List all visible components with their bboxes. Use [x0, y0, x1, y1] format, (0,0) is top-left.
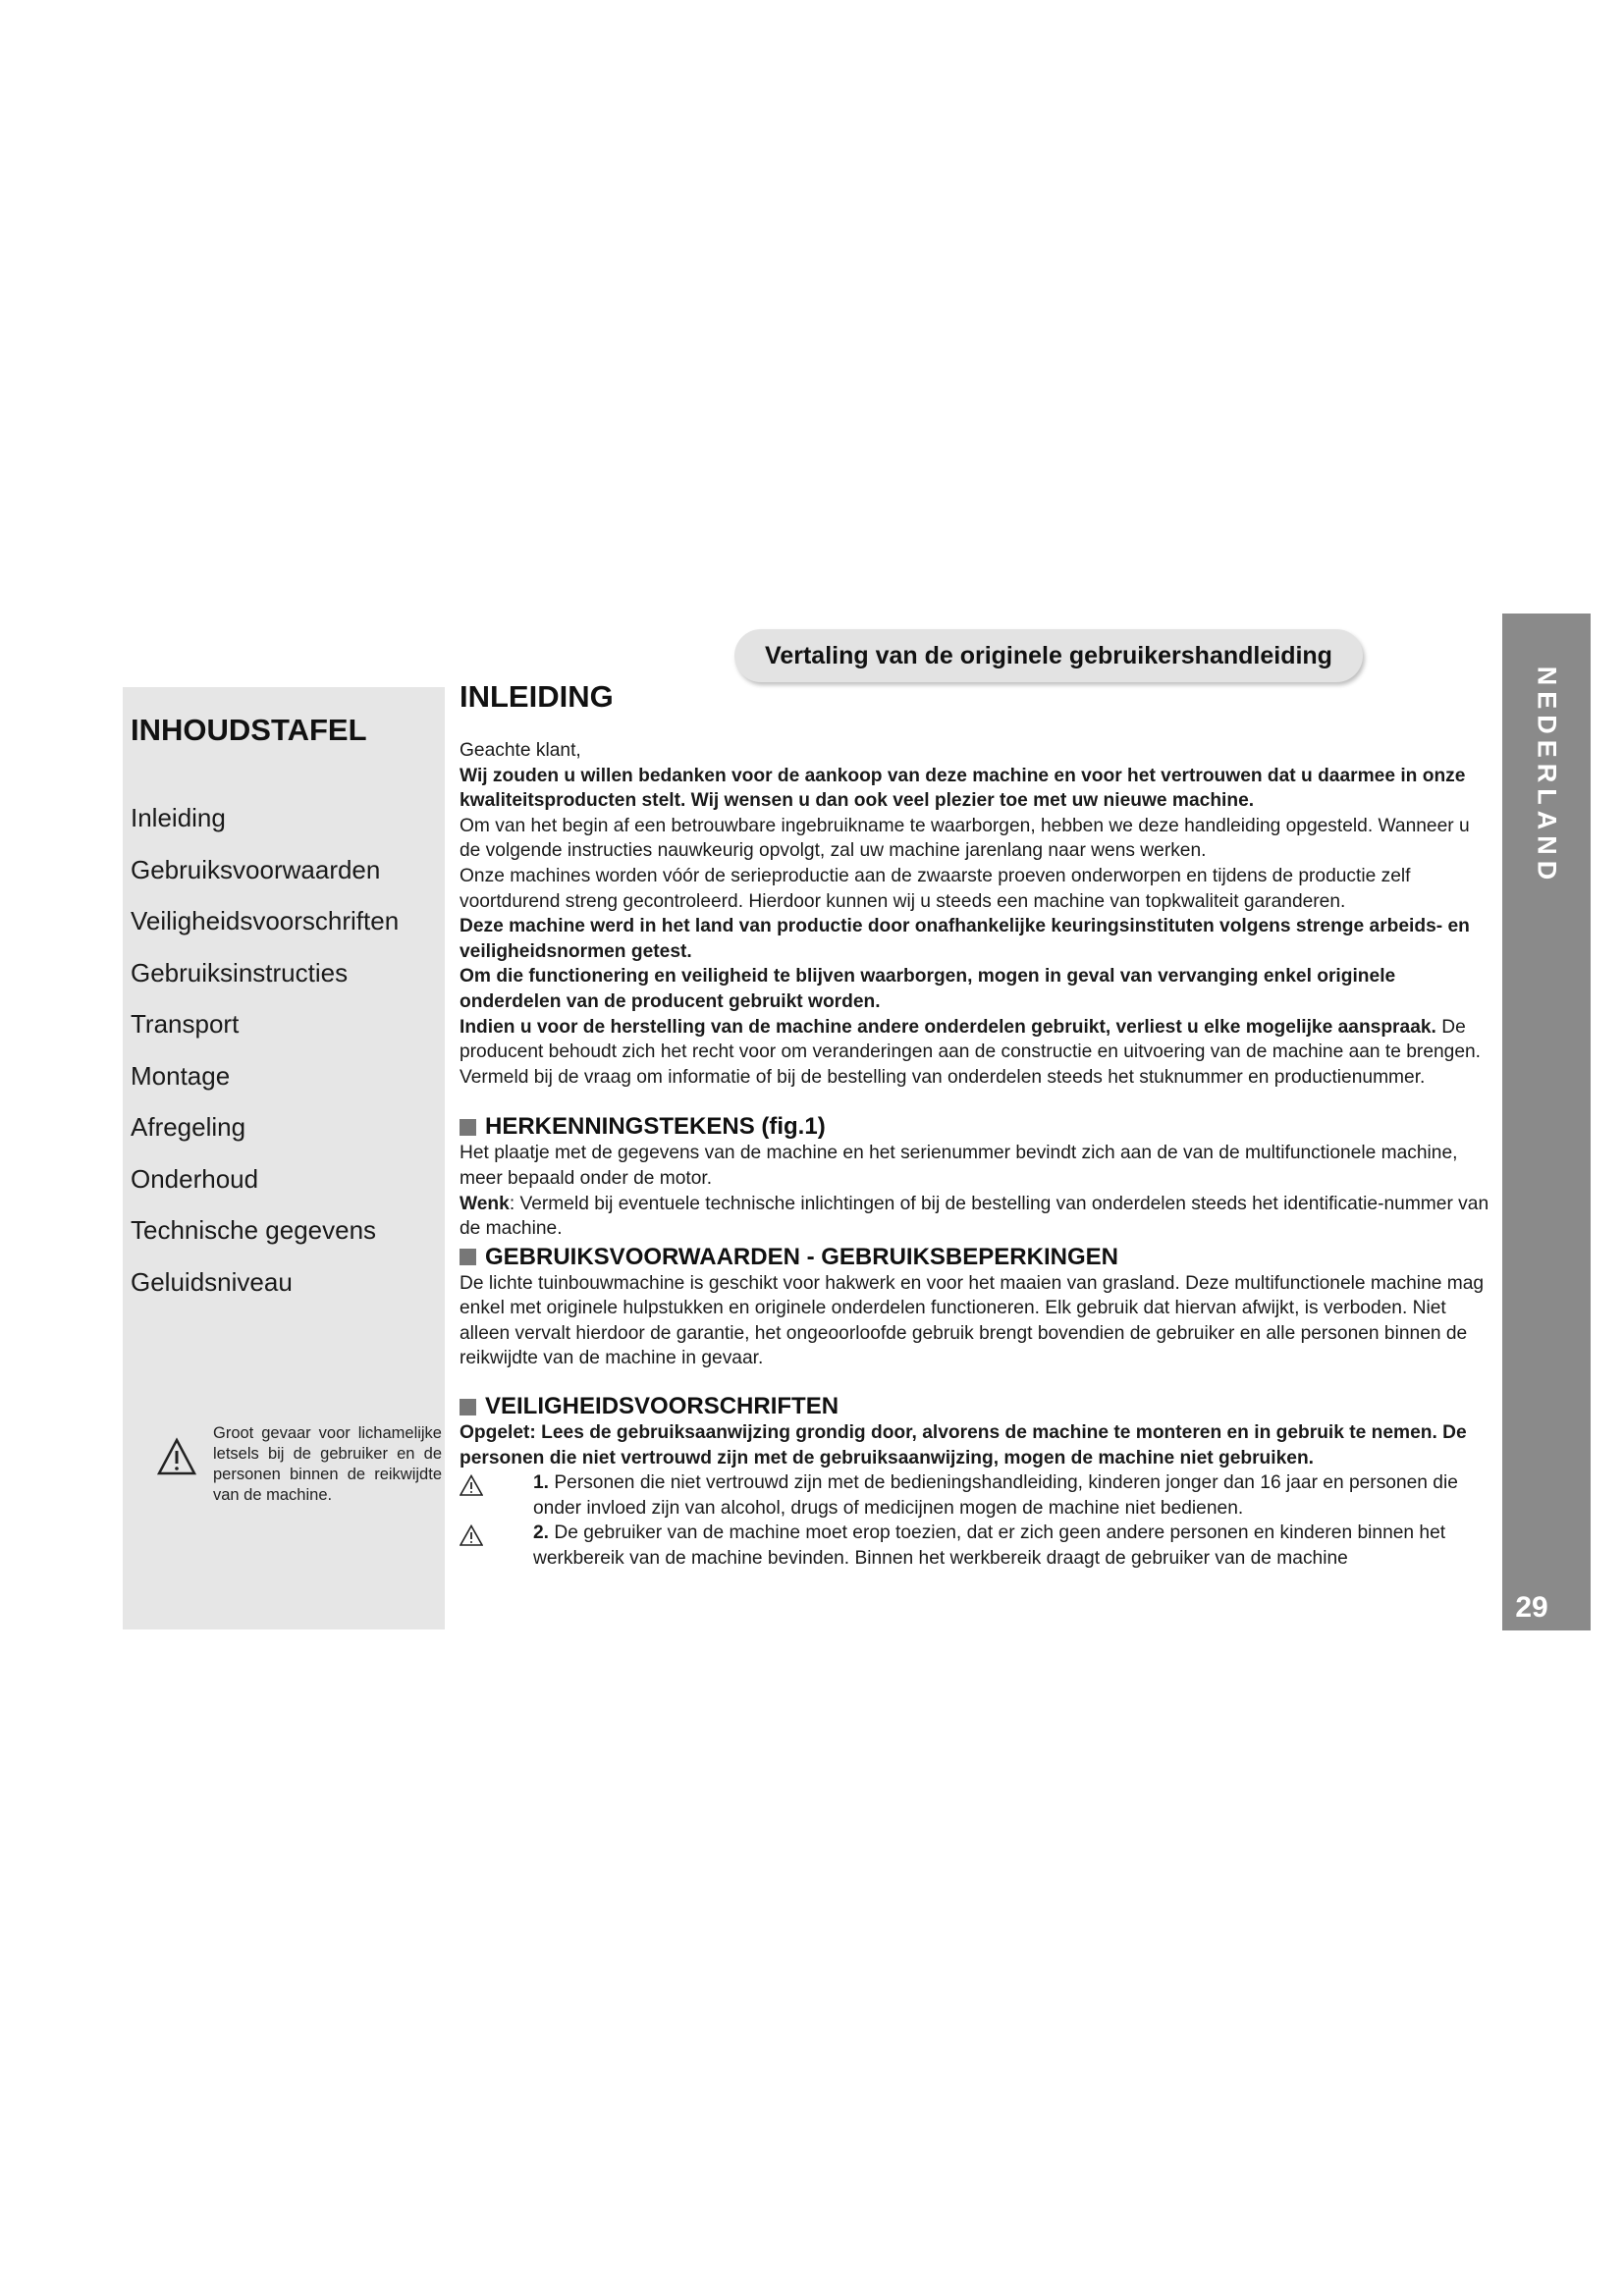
toc-list: [131, 803, 399, 1318]
safety-item-text: Personen die niet vertrouwd zijn met de bedieningshandleiding, kinderen jonger dan 16 jaar en personen die onder invloed zijn van alcohol, drugs of medicijnen mogen de machine niet bedienen.: [533, 1472, 1458, 1519]
toc-item-geluidsniveau[interactable]: Geluidsniveau: [131, 1266, 293, 1297]
intro-paragraph-2: Onze machines worden vóór de serieproductie aan de zwaarste proeven onderworpen en tijdens de productie zelf voortdurend streng gecontroleerd. Hierdoor kunnen wij u steeds een machine van topkwaliteit garanderen.: [460, 865, 1411, 912]
header-title: Vertaling van de originele gebruikershandleiding: [765, 641, 1332, 669]
sidebar-warning: [157, 1423, 442, 1506]
toc-item-transport[interactable]: Transport: [131, 1009, 240, 1039]
toc-item-veiligheidsvoorschriften[interactable]: Veiligheidsvoorschriften: [131, 906, 400, 935]
safety-item-2: [460, 1521, 1495, 1571]
toc-item-technische-gegevens[interactable]: Technische gegevens: [131, 1215, 377, 1245]
section-heading-herkenningstekens: HERKENNINGSTEKENS (fig.1): [460, 1113, 1495, 1141]
toc-item-onderhoud[interactable]: Onderhoud: [131, 1163, 259, 1194]
wenk-text: : Vermeld bij eventuele technische inlichtingen of bij de bestelling van onderdelen steeds het identificatie-nummer van de machine.: [460, 1193, 1489, 1240]
intro-paragraph-4: Om die functionering en veiligheid te blijven waarborgen, mogen in geval van vervanging enkel originele onderdelen van de producent gebruikt worden.: [460, 966, 1396, 1012]
toc-sidebar: [123, 687, 445, 1629]
toc-item-gebruiksvoorwaarden[interactable]: Gebruiksvoorwaarden: [131, 854, 381, 884]
document-header: [734, 629, 1363, 682]
page-title: INLEIDING: [460, 679, 614, 714]
intro-paragraph-3: Deze machine werd in het land van productie door onafhankelijke keuringsinstituten volgens strenge arbeids- en veiligheidsnormen getest.: [460, 916, 1470, 962]
toc-item-montage[interactable]: Montage: [131, 1060, 231, 1091]
language-label: NEDERLAND: [1532, 666, 1562, 885]
intro-paragraph-5: [460, 1015, 1495, 1091]
warning-triangle-icon: [460, 1474, 483, 1496]
sidebar-warning-text: Groot gevaar voor lichamelijke letsels bij de gebruiker en de personen binnen de reikwijdte van de machine.: [213, 1424, 442, 1504]
veiligheid-intro: Opgelet: Lees de gebruiksaanwijzing grondig door, alvorens de machine te monteren en in gebruik te nemen. De personen die niet vertrouwd zijn met de gebruiksaanwijzing, mogen de machine niet gebruiken.: [460, 1422, 1467, 1468]
language-tab: [1502, 614, 1591, 1630]
intro-paragraph-1: Om van het begin af een betrouwbare ingebruikname te waarborgen, hebben we deze handleiding opgesteld. Wanneer u de volgende instructies nauwkeurig opvolgt, zal uw machine jarenlang naar wens werken.: [460, 815, 1470, 862]
gebruik-paragraph: De lichte tuinbouwmachine is geschikt voor hakwerk en voor het maaien van grasland. Deze multifunctionele machine mag enkel met originele hulpstukken en originele onderdelen functioneren. Elk gebruik dat hiervan afwijkt, is verboden. Niet alleen vervalt hierdoor de garantie, het ongeoorloofde gebruik brengt bovendien de gebruiker en alle personen binnen de reikwijdte van de machine in gevaar.: [460, 1272, 1485, 1369]
main-content: [460, 677, 1495, 1572]
bullet-square-icon: [460, 1399, 476, 1415]
intro-claim-bold: Indien u voor de herstelling van de machine andere onderdelen gebruikt, verliest u elke mogelijke aanspraak.: [460, 1016, 1436, 1038]
page-number: 29: [1515, 1591, 1548, 1624]
toc-item-afregeling[interactable]: Afregeling: [131, 1112, 246, 1142]
wenk-label: Wenk: [460, 1193, 510, 1214]
safety-item-number: 2.: [533, 1522, 550, 1544]
warning-triangle-icon: [460, 1524, 483, 1546]
intro-thanks: Wij zouden u willen bedanken voor de aankoop van deze machine en voor het vertrouwen dat u daarmee in onze kwaliteitsproducten stelt. Wij wensen u dan ook veel plezier toe met uw nieuwe machine.: [460, 765, 1466, 812]
section-heading-gebruiksvoorwaarden: GEBRUIKSVOORWAARDEN - GEBRUIKSBEPERKINGEN: [460, 1244, 1495, 1271]
safety-item-1: [460, 1470, 1495, 1521]
warning-triangle-icon: [157, 1437, 196, 1476]
herkenning-wenk: [460, 1192, 1495, 1242]
bullet-square-icon: [460, 1249, 476, 1265]
safety-item-text: De gebruiker van de machine moet erop toezien, dat er zich geen andere personen en kinderen binnen het werkbereik van de machine bevinden. Binnen het werkbereik draagt de gebruiker van de machine: [533, 1522, 1446, 1570]
section-heading-veiligheidsvoorschriften: VEILIGHEIDSVOORSCHRIFTEN: [460, 1393, 1495, 1420]
toc-title: INHOUDSTAFEL: [131, 713, 367, 747]
intro-salutation: Geachte klant,: [460, 740, 581, 761]
herkenning-paragraph: Het plaatje met de gegevens van de machine en het serienummer bevindt zich aan de van de multifunctionele machine, meer bepaald onder de motor.: [460, 1143, 1458, 1189]
toc-item-inleiding[interactable]: Inleiding: [131, 803, 226, 832]
safety-item-number: 1.: [533, 1472, 550, 1494]
bullet-square-icon: [460, 1119, 476, 1136]
intro-claim-rest: De producent behoudt zich het recht voor om veranderingen aan de constructie en uitvoering van de machine aan te brengen. Vermeld bij de vraag om informatie of bij de bestelling van onderdelen steeds het stuknummer en productienummer.: [460, 1016, 1482, 1088]
toc-item-gebruiksinstructies[interactable]: Gebruiksinstructies: [131, 957, 349, 988]
